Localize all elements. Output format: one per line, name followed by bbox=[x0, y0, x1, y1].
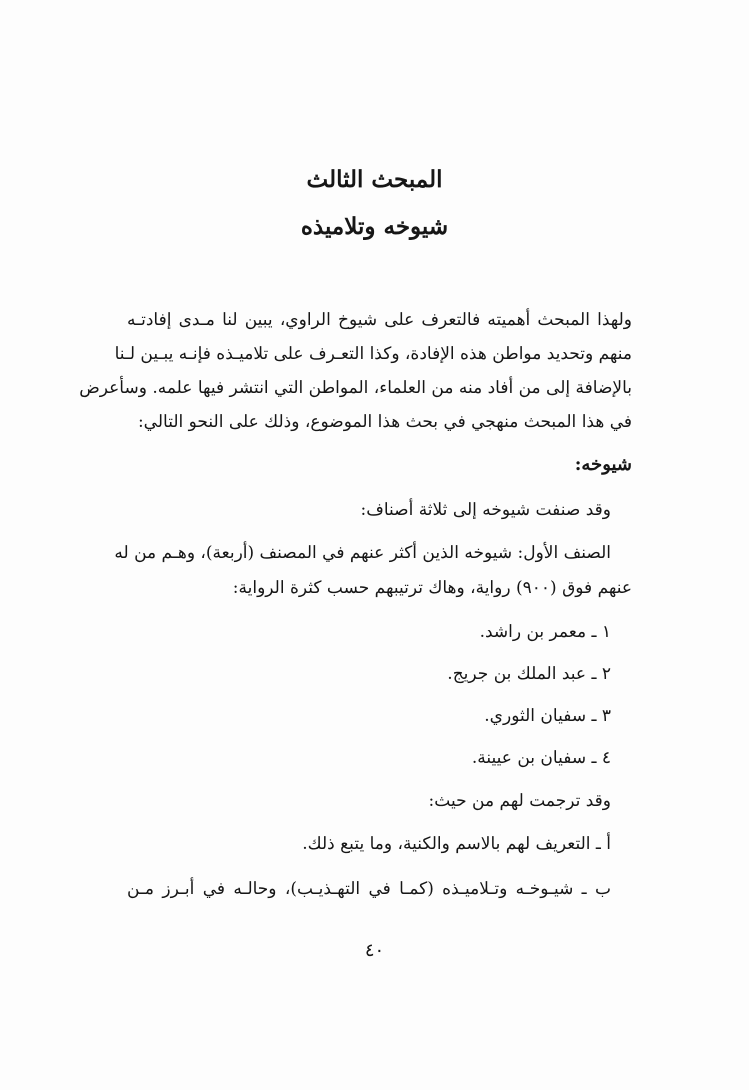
section-heading: شيوخه: bbox=[574, 454, 632, 475]
translation-line: وقد ترجمت لهم من حيث: bbox=[428, 791, 611, 811]
point-a: أ ـ التعريف لهم بالاسم والكنية، وما يتبع ذلك. bbox=[302, 834, 611, 854]
sheikh-item: ٤ ـ سفيان بن عيينة. bbox=[471, 748, 611, 768]
intro-line-4: في هذا المبحث منهجي في بحث هذا الموضوع، وذلك على النحو التالي: bbox=[137, 412, 632, 432]
chapter-subtitle: شيوخه وتلاميذه bbox=[300, 213, 449, 240]
classification-line: وقد صنفت شيوخه إلى ثلاثة أصناف: bbox=[360, 500, 611, 520]
first-category-line-1: الصنف الأول: شيوخه الذين أكثر عنهم في المصنف (أربعة)، وهـم من له bbox=[114, 543, 611, 563]
chapter-title: المبحث الثالث bbox=[306, 166, 443, 193]
sheikh-item: ١ ـ معمر بن راشد. bbox=[479, 622, 611, 642]
page-number: ٤٠ bbox=[364, 940, 385, 961]
sheikh-item: ٣ ـ سفيان الثوري. bbox=[484, 706, 611, 726]
intro-line-2: منهم وتحديد مواطن هذه الإفادة، وكذا التعـرف على تلاميـذه فإنـه يبـين لـنا bbox=[114, 344, 632, 364]
first-category-line-2: عنهم فوق (٩٠٠) رواية، وهاك ترتيبهم حسب كثرة الرواية: bbox=[232, 578, 632, 598]
point-b: ب ـ شيـوخـه وتـلاميـذه (كمـا في التهـذيـب)، وحالـه في أبـرز مـن bbox=[127, 879, 611, 899]
sheikh-item: ٢ ـ عبد الملك بن جريج. bbox=[447, 664, 611, 684]
intro-line-3: بالإضافة إلى من أفاد منه من العلماء، المواطن التي انتشر فيها علمه. وسأعرض bbox=[79, 378, 632, 398]
intro-line-1: ولهذا المبحث أهميته فالتعرف على شيوخ الراوي، يبين لنا مـدى إفادتـه bbox=[127, 310, 632, 330]
